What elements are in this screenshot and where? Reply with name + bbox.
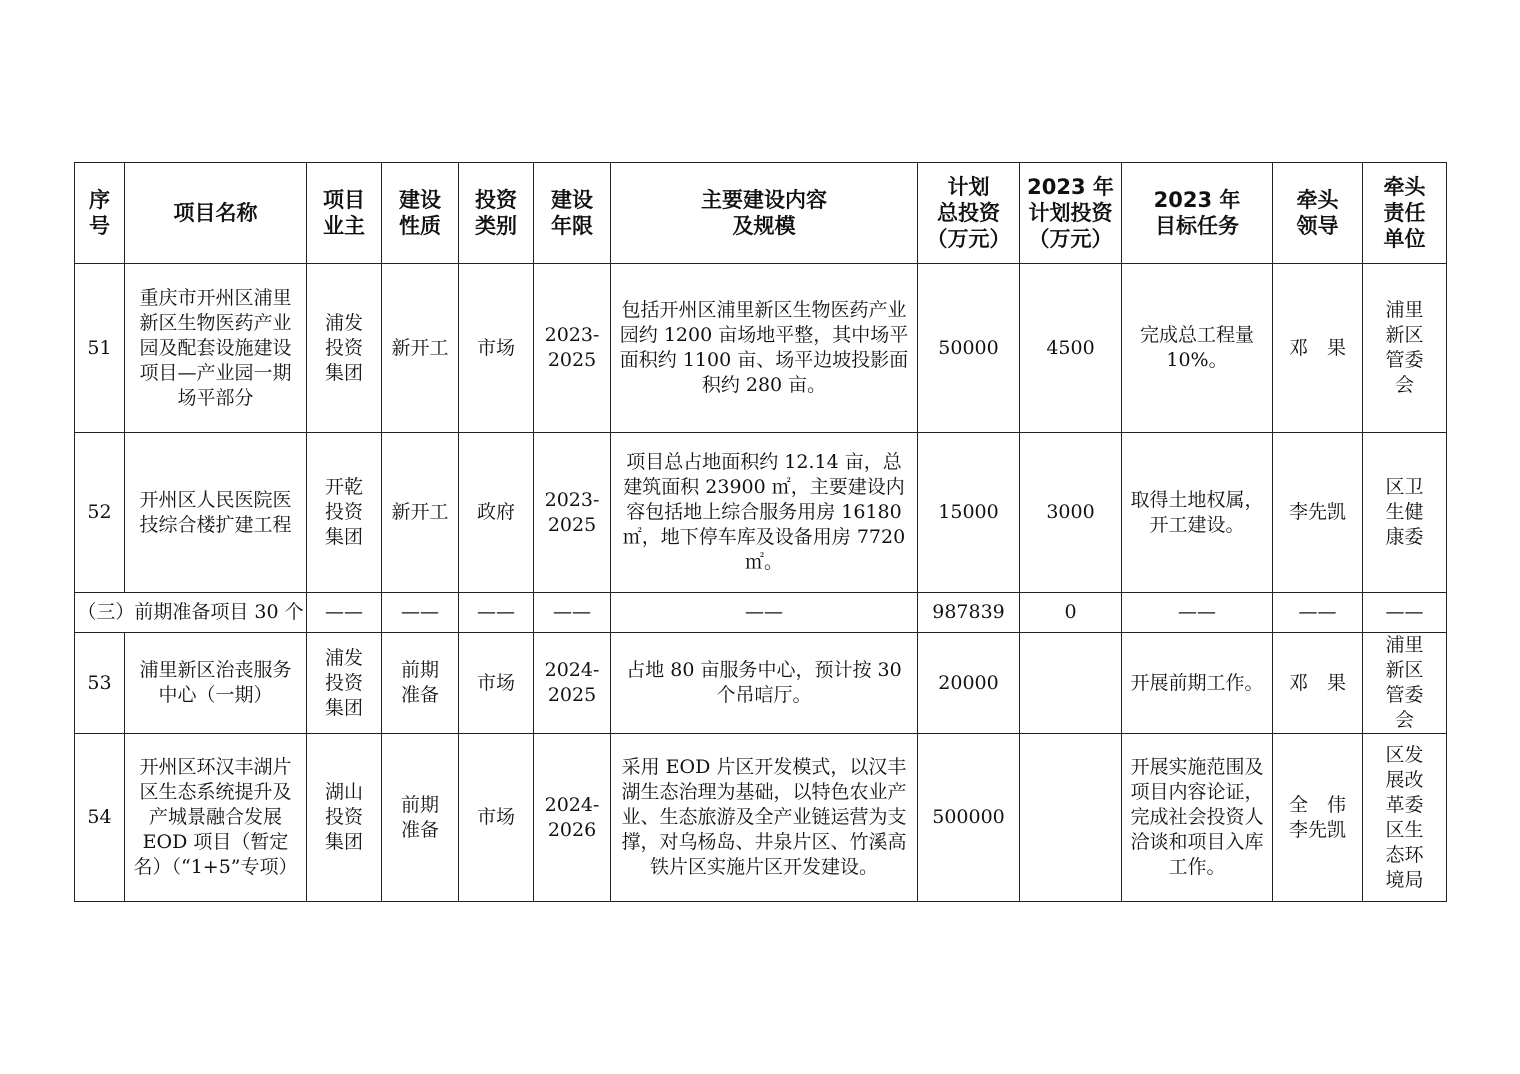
section-total-investment: 987839 bbox=[918, 593, 1020, 633]
row-2023-target: 取得土地权属，开工建设。 bbox=[1122, 433, 1273, 593]
row-2023-investment: 4500 bbox=[1020, 264, 1122, 433]
table-row bbox=[75, 734, 1447, 902]
row-unit: 区卫 生健 康委 bbox=[1363, 433, 1447, 593]
row-owner: 湖山 投资 集团 bbox=[307, 734, 382, 902]
row-nature: 新开工 bbox=[382, 264, 459, 433]
section-dash: —— bbox=[307, 593, 382, 633]
row-nature: 前期 准备 bbox=[382, 633, 459, 734]
section-dash: —— bbox=[382, 593, 459, 633]
row-2023-target: 开展实施范围及项目内容论证，完成社会投资人洽谈和项目入库工作。 bbox=[1122, 734, 1273, 902]
row-leader: 邓 果 bbox=[1273, 264, 1363, 433]
row-total-investment: 500000 bbox=[918, 734, 1020, 902]
header-period: 建设 年限 bbox=[534, 163, 611, 264]
header-leader: 牵头 领导 bbox=[1273, 163, 1363, 264]
row-nature: 前期 准备 bbox=[382, 734, 459, 902]
row-unit: 区发 展改 革委 区生 态环 境局 bbox=[1363, 734, 1447, 902]
row-owner: 浦发 投资 集团 bbox=[307, 264, 382, 433]
section-dash: —— bbox=[1122, 593, 1273, 633]
section-dash: —— bbox=[534, 593, 611, 633]
row-2023-investment bbox=[1020, 734, 1122, 902]
row-leader: 李先凯 bbox=[1273, 433, 1363, 593]
row-total-investment: 50000 bbox=[918, 264, 1020, 433]
row-category: 市场 bbox=[459, 264, 534, 433]
row-project-name: 浦里新区治丧服务中心（一期） bbox=[125, 633, 307, 734]
row-period: 2023- 2025 bbox=[534, 264, 611, 433]
section-dash: —— bbox=[459, 593, 534, 633]
row-2023-target: 开展前期工作。 bbox=[1122, 633, 1273, 734]
row-unit: 浦里 新区 管委 会 bbox=[1363, 633, 1447, 734]
row-owner: 浦发 投资 集团 bbox=[307, 633, 382, 734]
row-seq: 53 bbox=[75, 633, 125, 734]
row-period: 2023- 2025 bbox=[534, 433, 611, 593]
section-row bbox=[75, 593, 1447, 633]
table-row bbox=[75, 633, 1447, 734]
row-2023-target: 完成总工程量10%。 bbox=[1122, 264, 1273, 433]
header-2023-target: 2023 年 目标任务 bbox=[1122, 163, 1273, 264]
header-total-investment: 计划 总投资 （万元） bbox=[918, 163, 1020, 264]
row-project-name: 重庆市开州区浦里新区生物医药产业园及配套设施建设项目—产业园一期场平部分 bbox=[125, 264, 307, 433]
header-name: 项目名称 bbox=[125, 163, 307, 264]
project-table bbox=[74, 162, 1447, 902]
row-project-name: 开州区环汉丰湖片区生态系统提升及产城景融合发展 EOD 项目（暂定名）（“1+5”专项） bbox=[125, 734, 307, 902]
table-row bbox=[75, 264, 1447, 433]
table-row bbox=[75, 433, 1447, 593]
row-leader: 全 伟 李先凯 bbox=[1273, 734, 1363, 902]
row-category: 政府 bbox=[459, 433, 534, 593]
row-seq: 54 bbox=[75, 734, 125, 902]
row-category: 市场 bbox=[459, 633, 534, 734]
header-2023-investment: 2023 年 计划投资 （万元） bbox=[1020, 163, 1122, 264]
row-seq: 51 bbox=[75, 264, 125, 433]
row-2023-investment: 3000 bbox=[1020, 433, 1122, 593]
section-label: （三）前期准备项目 30 个 bbox=[75, 593, 307, 633]
section-dash: —— bbox=[611, 593, 918, 633]
section-2023-investment: 0 bbox=[1020, 593, 1122, 633]
section-dash: —— bbox=[1363, 593, 1447, 633]
row-2023-investment bbox=[1020, 633, 1122, 734]
header-unit: 牵头 责任 单位 bbox=[1363, 163, 1447, 264]
row-nature: 新开工 bbox=[382, 433, 459, 593]
header-category: 投资 类别 bbox=[459, 163, 534, 264]
row-owner: 开乾 投资 集团 bbox=[307, 433, 382, 593]
row-period: 2024- 2026 bbox=[534, 734, 611, 902]
header-seq: 序 号 bbox=[75, 163, 125, 264]
row-project-name: 开州区人民医院医技综合楼扩建工程 bbox=[125, 433, 307, 593]
row-unit: 浦里 新区 管委 会 bbox=[1363, 264, 1447, 433]
header-content: 主要建设内容 及规模 bbox=[611, 163, 918, 264]
row-period: 2024- 2025 bbox=[534, 633, 611, 734]
header-nature: 建设 性质 bbox=[382, 163, 459, 264]
header-row bbox=[75, 163, 1447, 264]
row-category: 市场 bbox=[459, 734, 534, 902]
section-dash: —— bbox=[1273, 593, 1363, 633]
row-content: 包括开州区浦里新区生物医药产业园约 1200 亩场地平整，其中场平面积约 1100 亩、场平边坡投影面积约 280 亩。 bbox=[611, 264, 918, 433]
row-total-investment: 20000 bbox=[918, 633, 1020, 734]
row-content: 项目总占地面积约 12.14 亩，总建筑面积 23900 ㎡，主要建设内容包括地上综合服务用房 16180 ㎡，地下停车库及设备用房 7720 ㎡。 bbox=[611, 433, 918, 593]
header-owner: 项目 业主 bbox=[307, 163, 382, 264]
row-leader: 邓 果 bbox=[1273, 633, 1363, 734]
row-seq: 52 bbox=[75, 433, 125, 593]
row-total-investment: 15000 bbox=[918, 433, 1020, 593]
row-content: 占地 80 亩服务中心，预计按 30 个吊唁厅。 bbox=[611, 633, 918, 734]
row-content: 采用 EOD 片区开发模式，以汉丰湖生态治理为基础，以特色农业产业、生态旅游及全产业链运营为支撑，对乌杨岛、井泉片区、竹溪高铁片区实施片区开发建设。 bbox=[611, 734, 918, 902]
